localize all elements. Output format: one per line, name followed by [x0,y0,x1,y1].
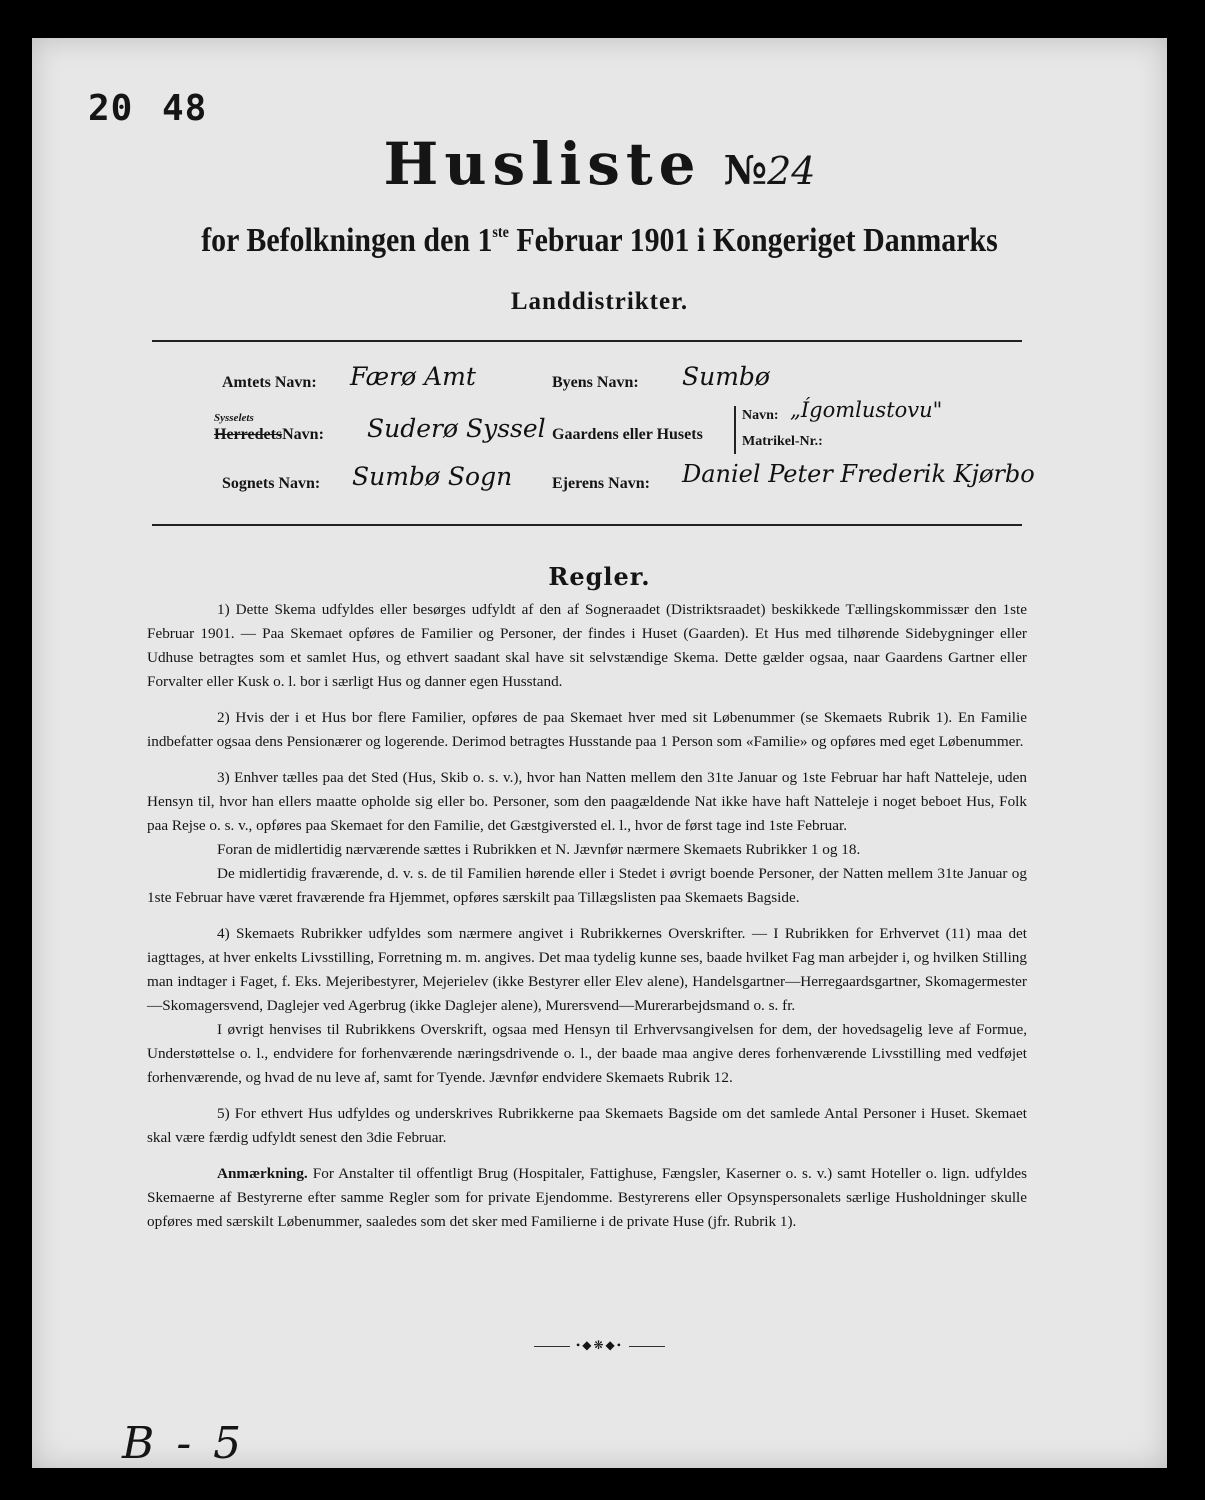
herred-value: Suderø Syssel [367,414,546,443]
note-paragraph [147,1162,1027,1234]
herred-label-suffix: Navn: [282,426,324,443]
herred-label [214,426,324,444]
rule-paragraph: Foran de midlertidig nærværende sættes i Rubrikken et N. Jævnfør nærmere Skemaets Rubrikker 1 og 18. [217,841,861,858]
ornament-line [629,1346,665,1347]
district-heading: Landdistrikter. [510,288,689,315]
amt-value: Færø Amt [350,362,476,391]
house-number: 24 [767,149,816,193]
census-form-sheet [32,38,1167,1468]
gaard-navn-value: „Ígomlustovu" [790,398,943,422]
gaard-label: Gaardens eller Husets [552,426,703,443]
gaard-bracket [734,406,736,454]
rule-paragraph: 4) Skemaets Rubrikker udfyldes som nærmere angivet i Rubrikkernes Overskrifter. — I Rubrikken for Erhvervet (11) maa det iagttages, at hver enkelts Livsstilling, Forretning m. m. angives. Det maa tydelig kunne ses, baade hvilket Fag man arbejder i, og hvilken Stilling man indtager i Faget, f. Eks. Mejeribestyrer, Mejerielev (ikke Bestyrer eller Elev alene), Handelsgartner—Herregaardsgartner, Skomagermester—Skomagersvend, Daglejer ved Agerbrug (ikke Daglejer alene), Murersvend—Murerarbejdsmand o. s. fr. [147,925,1027,1014]
note-text: For Anstalter til offentligt Brug (Hospitaler, Fattighuse, Fængsler, Kaserner o. s. v.) samt Hoteller o. lign. udfyldes Skemaerne af Bestyrerne efter samme Regler som for private Ejendomme. Bestyrerens eller Opsynspersonalets særlige Husholdninger skulle opføres med særskilt Løbenummer, saaledes som det sker med Familierne i de private Huse (jfr. Rubrik 1). [147,1165,1027,1230]
rule-paragraph: 3) Enhver tælles paa det Sted (Hus, Skib o. s. v.), hvor han Natten mellem den 31te Januar og 1ste Februar har haft Natteleje, uden Hensyn til, hvor han ellers maatte opholde sig eller bo. Personer, som den paagældende Nat ikke have haft Natteleje i noget beboet Hus, Folk paa Rejse o. s. v., opføres paa Skemaet for den Familie, det Gæstgiversted el. l., hvor de først tage ind 1ste Februar. [147,769,1027,834]
gaard-matrikel-label: Matrikel-Nr.: [742,434,823,449]
rule-paragraph: 1) Dette Skema udfyldes eller besørges udfyldt af den af Sogneraadet (Distriktsraadet) beskikkede Tællingskommissær den 1ste Februar 1901. — Paa Skemaet opføres de Familier og Personer, der findes i Huset (Gaarden). Et Hus med tilhørende Sidebygninger eller Udhuse betragtes som et samlet Hus, og ethvert saadant skal have sit selvstændige Skema. Dette gælder ogsaa, naar Gaardens Gartner eller Forvalter eller Kusk o. l. bor i særligt Hus og danner egen Husstand. [147,601,1027,690]
ornament-glyphs: •◆❋◆• [576,1338,623,1352]
subtitle-before: for Befolkningen den 1 [201,222,493,259]
archive-stamp-right: 48 [162,88,208,129]
rule-paragraph: 2) Hvis der i et Hus bor flere Familier, opføres de paa Skemaet hver med sit Løbenummer (se Skemaets Rubrik 1). En Familie indbefatter ogsaa dens Pensionærer og logerende. Derimod betragtes Husstande paa 1 Person som «Familie» og opføres med eget Løbenummer. [147,709,1027,750]
divider-bottom [152,524,1022,526]
sogn-value: Sumbø Sogn [352,462,513,491]
subtitle-sup: ste [492,224,509,241]
rules-title: Regler. [548,562,651,591]
divider-top [152,340,1022,342]
rules-body [147,598,1027,1234]
amt-label: Amtets Navn: [222,374,317,391]
rule-paragraph: De midlertidig fraværende, d. v. s. de til Familien hørende eller i Stedet i øvrigt boende Personer, der Natten mellem 31te Januar og 1ste Februar have været fraværende fra Hjemmet, opføres særskilt paa Tillægslisten paa Skemaets Bagside. [147,865,1027,906]
by-value: Sumbø [682,362,770,391]
rule-paragraph: 5) For ethvert Hus udfyldes og underskrives Rubrikkerne paa Skemaets Bagside om det samlede Antal Personer i Huset. Skemaet skal være færdig udfyldt senest den 3die Februar. [147,1105,1027,1146]
by-label: Byens Navn: [552,374,639,391]
number-label: № [723,147,768,194]
subtitle-after: Februar 1901 i Kongeriget Danmarks [508,222,998,259]
herred-label-struck: Herredets [214,426,283,443]
ejer-value: Daniel Peter Frederik Kjørbo [682,460,1035,488]
note-label: Anmærkning. [217,1165,308,1182]
handwritten-bottom-note: B - 5 [122,1418,246,1469]
ejer-label: Ejerens Navn: [552,475,650,492]
form-title: Husliste [383,130,702,198]
archive-stamp-left: 20 [88,88,134,129]
ornament-divider [32,1338,1167,1353]
form-title-row [32,130,1167,198]
gaard-navn-label: Navn: [742,408,779,423]
form-subtitle [100,222,1099,260]
ornament-line [534,1346,570,1347]
herred-label-overwrite: Sysselets [214,412,254,424]
sogn-label: Sognets Navn: [222,475,321,492]
rule-paragraph: I øvrigt henvises til Rubrikkens Overskrift, ogsaa med Hensyn til Erhvervsangivelsen for dem, der hovedsagelig leve af Formue, Understøttelse o. l., endvidere for forhenværende næringsdrivende o. l., der baade maa angive deres forhenværende Livsstilling med vedføjet forhenværende, og hvad de nu leve af, samt for Tyende. Jævnfør endvidere Skemaets Rubrik 12. [147,1021,1027,1086]
